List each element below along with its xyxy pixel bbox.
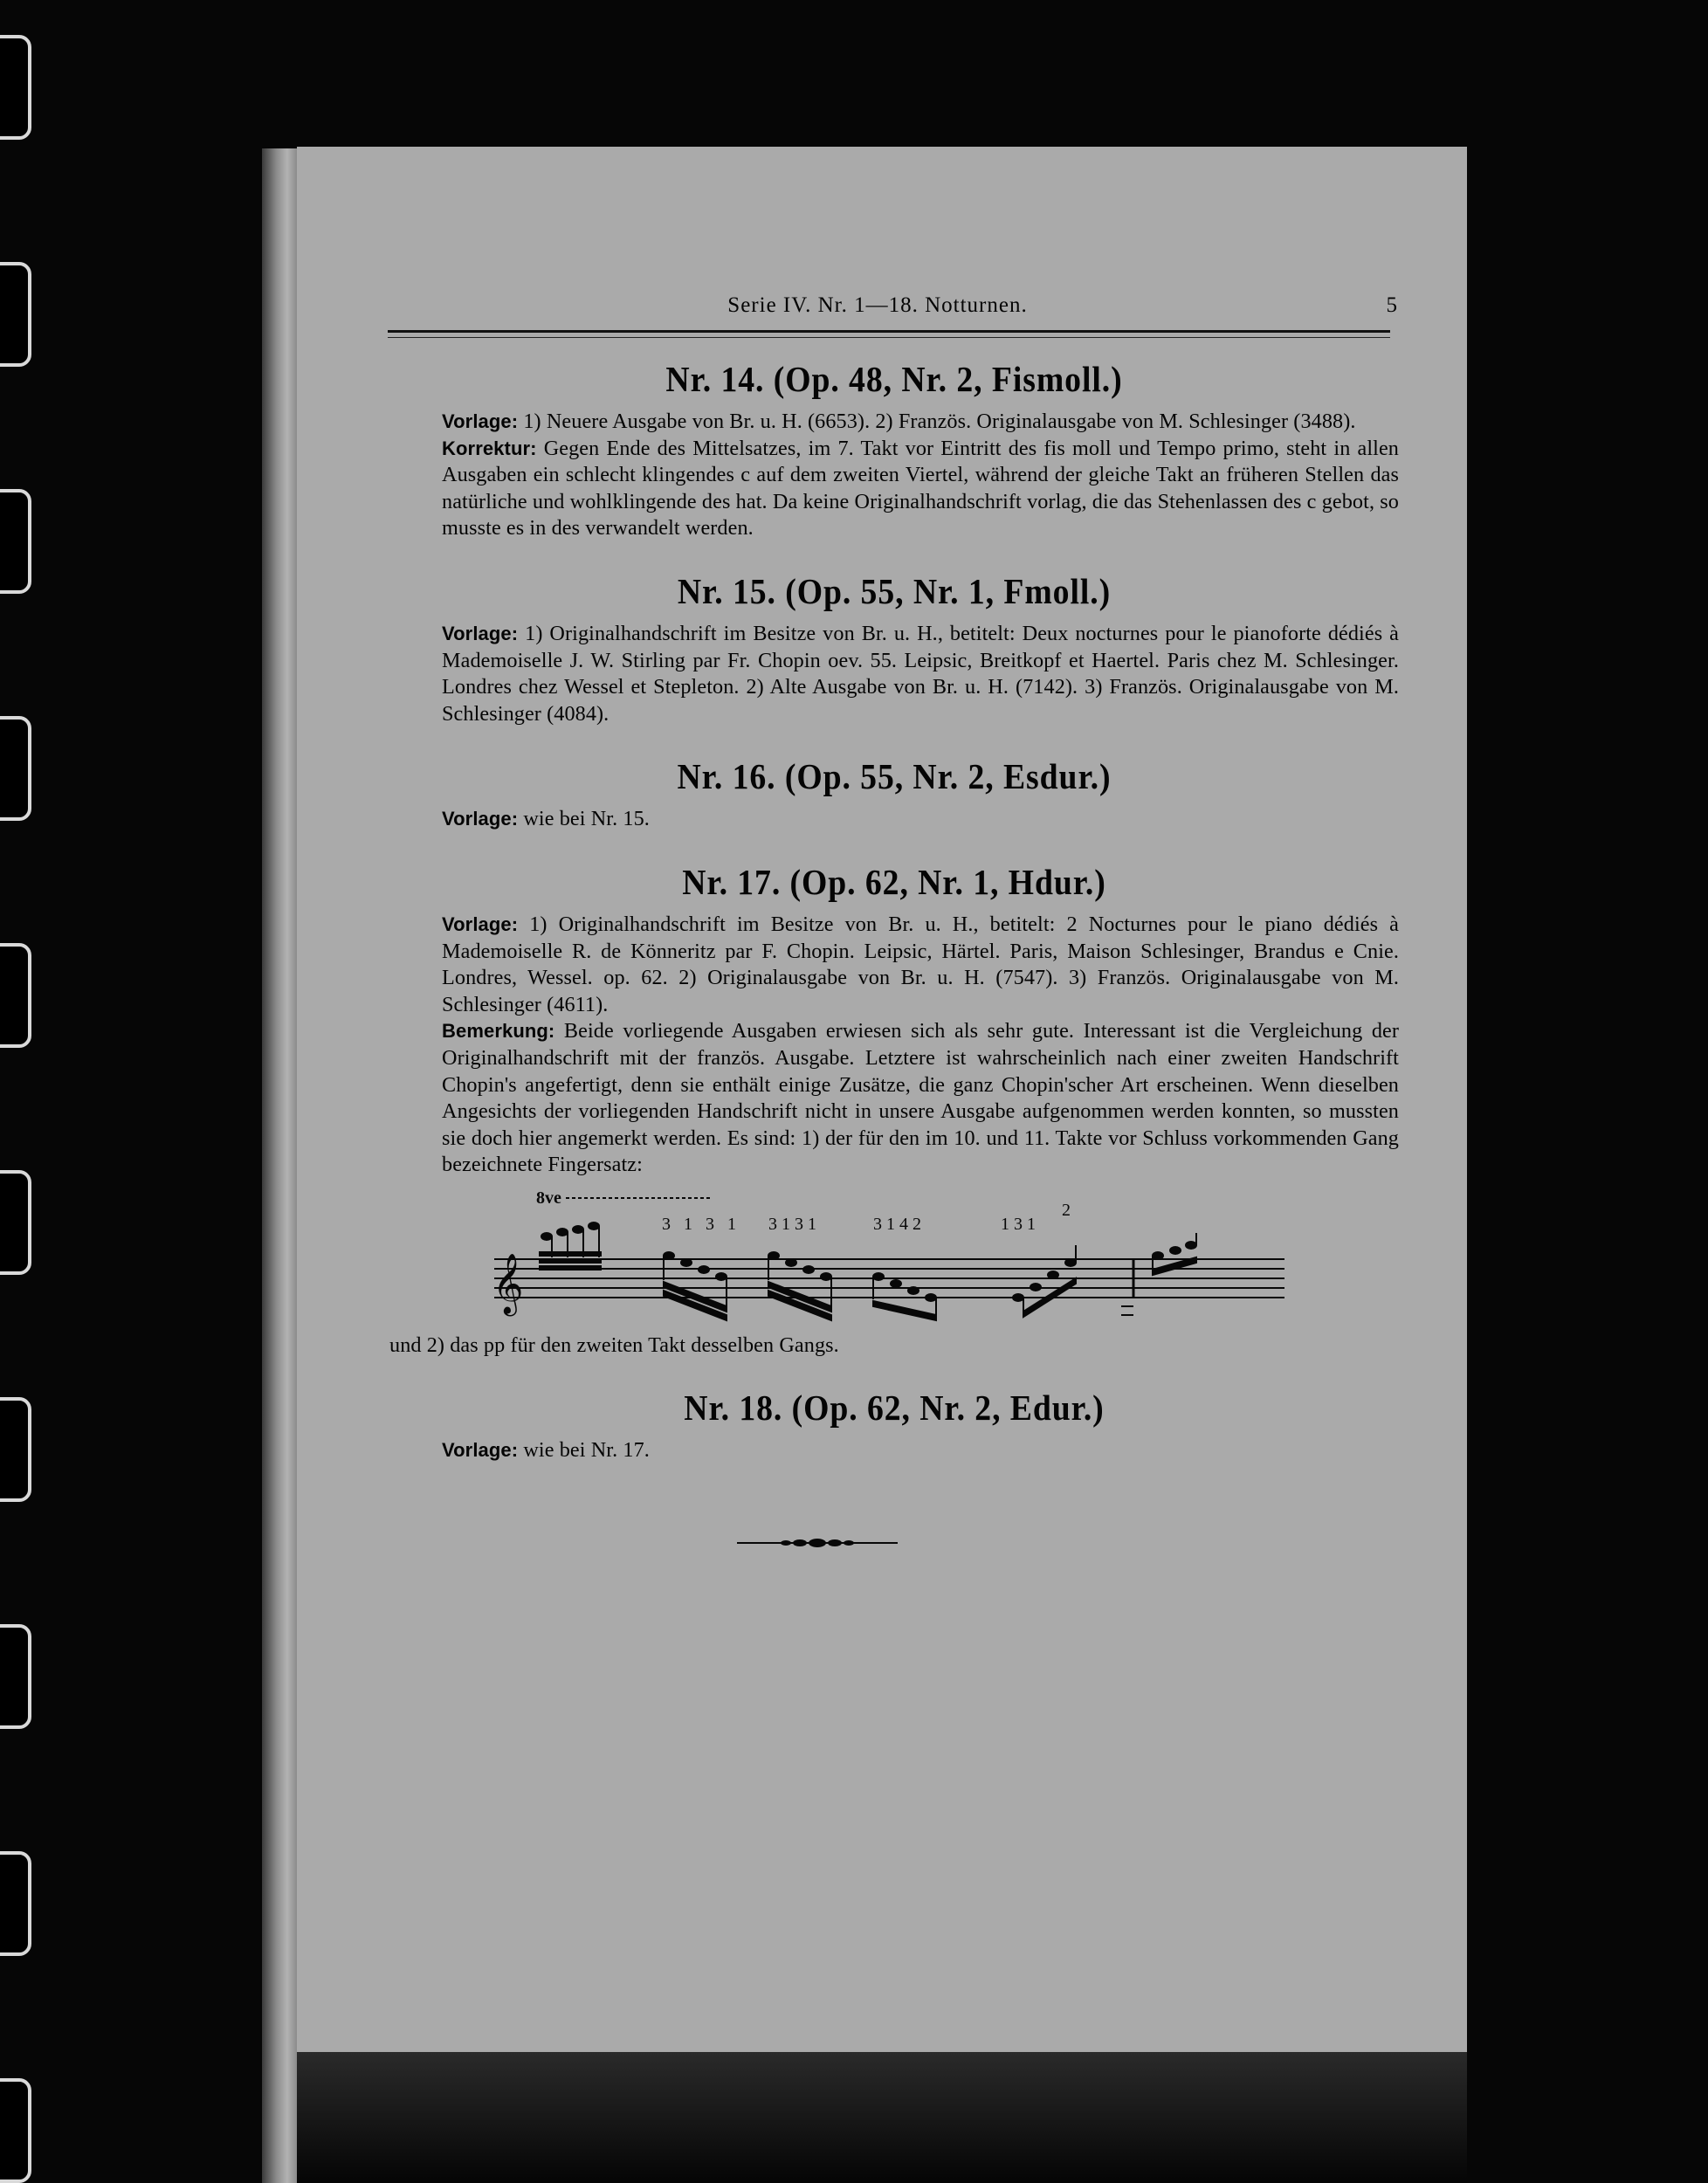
film-perforation	[0, 489, 31, 594]
section-heading-nr14: Nr. 14. (Op. 48, Nr. 2, Fismoll.)	[665, 359, 1123, 399]
korrektur-text: Gegen Ende des Mittelsatzes, im 7. Takt vor Eintritt des fis moll und Tempo primo, steht in allen Ausgaben ein schlecht klingendes c auf dem zweiten Viertel, während der gleiche Takt an früheren Stellen das natürliche und wohlklingende des hat. Da keine Originalhandschrift vorlag, die das Stehenlassen des c gebot, so musste es in des verwandelt werden.	[442, 436, 1400, 541]
bemerkung-nr17	[389, 1018, 1399, 1179]
fingering-group: 2	[1062, 1200, 1071, 1220]
vorlage-nr18	[389, 1437, 1399, 1464]
film-perforation	[0, 943, 31, 1048]
section-heading-nr17: Nr. 17. (Op. 62, Nr. 1, Hdur.)	[682, 861, 1106, 902]
page-content	[389, 356, 1399, 1560]
film-perforation	[0, 262, 31, 367]
vorlage-text: wie bei Nr. 17.	[523, 1438, 650, 1463]
section-heading-nr15: Nr. 15. (Op. 55, Nr. 1, Fmoll.)	[677, 570, 1112, 611]
korrektur-nr14	[389, 436, 1399, 542]
vorlage-nr17	[389, 912, 1399, 1018]
film-perforation	[0, 1170, 31, 1275]
korrektur-label: Korrektur:	[442, 437, 537, 459]
fingering-group: 3 1 4 2	[873, 1214, 921, 1234]
fingering-group: 3 1 3 1	[662, 1214, 736, 1234]
end-ornament-icon	[389, 1525, 1399, 1560]
film-perforation	[0, 716, 31, 821]
page-shadow	[297, 2052, 1467, 2183]
octave-mark: 8ve	[536, 1188, 561, 1208]
end-ornament	[389, 1525, 1399, 1560]
document-page	[297, 147, 1467, 2052]
vorlage-label: Vorlage:	[442, 622, 519, 644]
bemerkung-label: Bemerkung:	[442, 1020, 555, 1043]
music-staff-figure	[389, 1184, 1399, 1329]
vorlage-nr15	[389, 621, 1399, 727]
after-music-text: und 2) das pp für den zweiten Takt desselben Gangs.	[389, 1333, 839, 1357]
page-number: 5	[1386, 293, 1397, 317]
bemerkung-text: Beide vorliegende Ausgaben erwiesen sich als sehr gute. Interessant ist die Vergleichung der Originalhandschrift mit der französ. Ausgabe. Letztere ist wahrscheinlich nach einer zweiten Handschrift Chopin's angefertigt, denn sie enthält einige Zusätze, die ganz Chopin'scher Art erscheinen. Wenn dieselben Angesichts der vorliegenden Handschrift nicht in unsere Ausgabe aufgenommen werden konnten, so mussten sie doch hier angemerkt werden. Es sind: 1) der für den im 10. und 11. Takte vor Schluss vorkommenden Gang bezeichnete Fingersatz:	[442, 1019, 1399, 1177]
vorlage-text: 1) Originalhandschrift im Besitze von Br. u. H., betitelt: 2 Nocturnes pour le piano dédiés à Mademoiselle R. de Könneritz par F. Chopin. Leipsic, Härtel. Paris, Maison Schlesinger, Brandus e Cnie. Londres, Wessel. op. 62. 2) Originalausgabe von Br. u. H. (7547). 3) Französ. Originalausgabe von M. Schlesinger (4611).	[442, 912, 1399, 1016]
music-example	[389, 1184, 1399, 1329]
vorlage-text: 1) Neuere Ausgabe von Br. u. H. (6653). 2) Französ. Originalausgabe von M. Schlesinger (3488).	[523, 410, 1356, 433]
vorlage-nr16	[389, 806, 1399, 833]
film-perforation	[0, 1397, 31, 1502]
header-rule-thin	[388, 337, 1390, 338]
film-perforation	[0, 1851, 31, 1956]
vorlage-text: 1) Originalhandschrift im Besitze von Br. u. H., betitelt: Deux nocturnes pour le pianoforte dédiés à Mademoiselle J. W. Stirling par Fr. Chopin oev. 55. Leipsic, Breitkopf et Haertel. Paris chez M. Schlesinger. Londres chez Wessel et Stepleton. 2) Alte Ausgabe von Br. u. H. (7142). 3) Französ. Originalausgabe von M. Schlesinger (4084).	[442, 621, 1399, 726]
section-heading-nr18: Nr. 18. (Op. 62, Nr. 2, Edur.)	[684, 1388, 1105, 1429]
film-perforation	[0, 2078, 31, 2183]
vorlage-label: Vorlage:	[442, 410, 519, 432]
treble-clef-icon: 𝄞	[492, 1252, 524, 1314]
film-perforation	[0, 35, 31, 140]
vorlage-label: Vorlage:	[442, 808, 519, 830]
vorlage-text: wie bei Nr. 15.	[523, 807, 650, 831]
header-rule	[388, 330, 1390, 333]
vorlage-label: Vorlage:	[442, 1439, 519, 1462]
fingering-group: 1 3 1	[1001, 1214, 1036, 1234]
film-perforation	[0, 1624, 31, 1729]
section-heading-nr16: Nr. 16. (Op. 55, Nr. 2, Esdur.)	[677, 756, 1112, 797]
running-header	[384, 293, 1397, 325]
vorlage-label: Vorlage:	[442, 912, 519, 935]
fingering-group: 3 1 3 1	[768, 1214, 816, 1234]
vorlage-nr14	[389, 409, 1399, 436]
running-title: Serie IV. Nr. 1—18. Notturnen.	[727, 293, 1028, 317]
